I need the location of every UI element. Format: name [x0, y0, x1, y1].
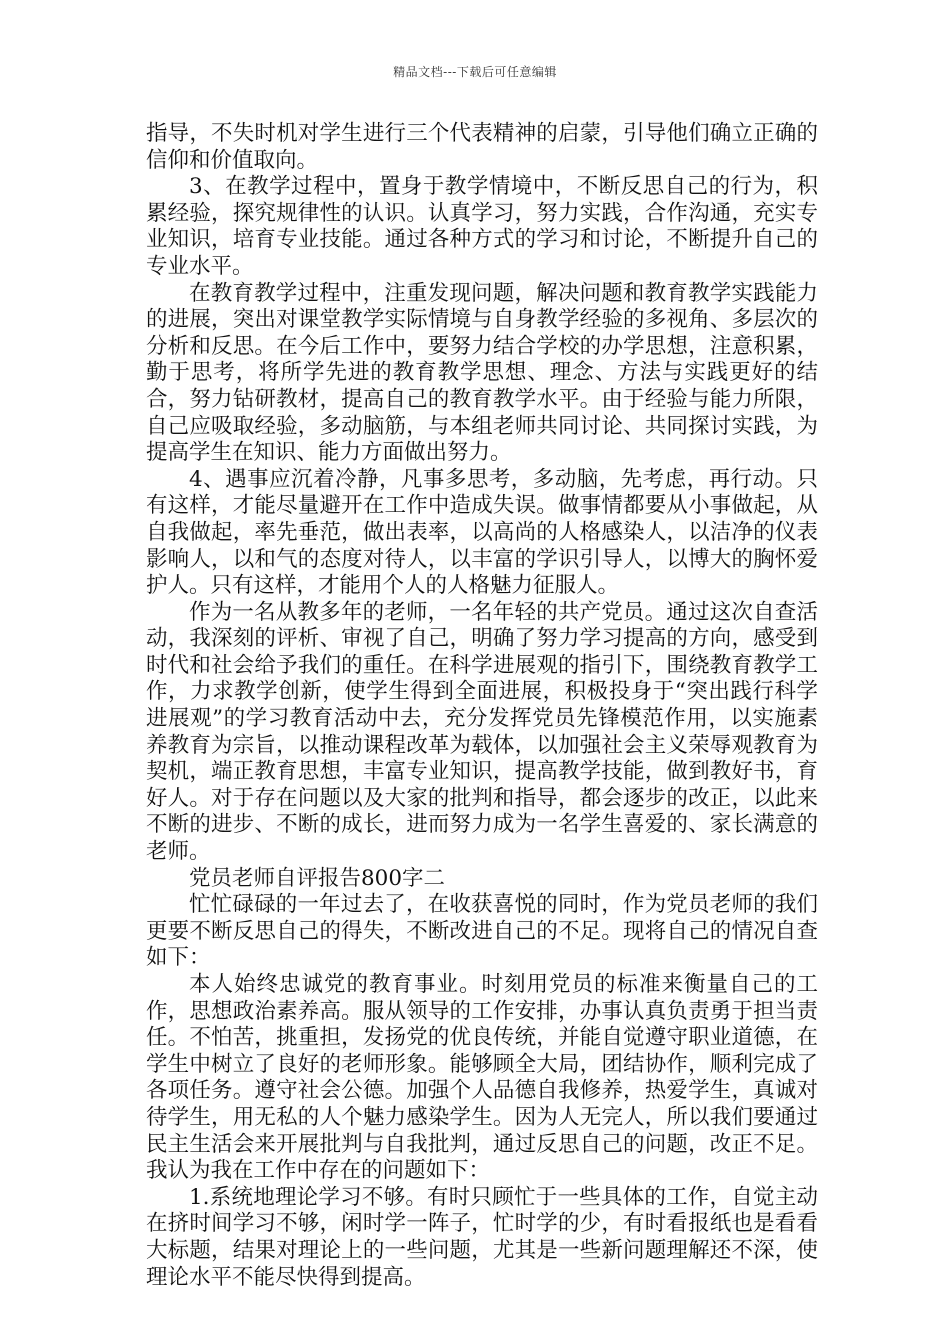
section-heading: 党员老师自评报告800字二: [189, 865, 446, 891]
paragraph-6: 忙忙碌碌的一年过去了，在收获喜悦的同时，作为党员老师的我们更要不断反思自己的得失，不断改进自己的不足。现将自己的情况自查如下：: [146, 892, 818, 971]
paragraph-3: 在教育教学过程中，注重发现问题，解决问题和教育教学实践能力的进展，突出对课堂教学实际情境与自身教学经验的多视角、多层次的分析和反思。在今后工作中，要努力结合学校的办学思想，注意积累，勤于思考，将所学先进的教育教学思想、理念、方法与实践更好的结合，努力钻研教材，提高自己的教育教学水平。由于经验与能力所限，自己应吸取经验，多动脑筋，与本组老师共同讨论、共同探讨实践，为提高学生在知识、能力方面做出努力。: [146, 280, 818, 466]
paragraph-5: 作为一名从教多年的老师，一名年轻的共产党员。通过这次自查活动，我深刻的评析、审视了自己，明确了努力学习提高的方向，感受到时代和社会给予我们的重任。在科学进展观的指引下，围绕教育教学工作，力求教学创新，使学生得到全面进展，积极投身于“突出践行科学进展观”的学习教育活动中去，充分发挥党员先锋模范作用，以实施素养教育为宗旨，以推动课程改革为载体，以加强社会主义荣辱观教育为契机，端正教育思想，丰富专业知识，提高教学技能，做到教好书，育好人。对于存在问题以及大家的批判和指导，都会逐步的改正，以此来不断的进步、不断的成长，进而努力成为一名学生喜爱的、家长满意的老师。: [146, 599, 818, 865]
paragraph-4: 4、遇事应沉着冷静，凡事多思考，多动脑，先考虑，再行动。只有这样，才能尽量避开在工作中造成失误。做事情都要从小事做起，从自我做起，率先垂范，做出表率，以高尚的人格感染人，以洁净的仪表影响人，以和气的态度对待人，以丰富的学识引导人，以博大的胸怀爱护人。只有这样，才能用个人的人格魅力征服人。: [146, 466, 818, 599]
paragraph-2: 3、在教学过程中，置身于教学情境中，不断反思自己的行为，积累经验，探究规律性的认识。认真学习，努力实践，合作沟通，充实专业知识，培育专业技能。通过各种方式的学习和讨论，不断提升自己的专业水平。: [146, 174, 818, 279]
paragraph-8: 1.系统地理论学习不够。有时只顾忙于一些具体的工作，自觉主动在挤时间学习不够，闲时学一阵子，忙时学的少，有时看报纸也是看看大标题，结果对理论上的一些问题，尤其是一些新问题理解还不深，使理论水平不能尽快得到提高。: [146, 1184, 818, 1290]
page-header: 精品文档---下载后可任意编辑: [393, 65, 557, 79]
document-body: [146, 121, 818, 1291]
paragraph-1: 指导，不失时机对学生进行三个代表精神的启蒙，引导他们确立正确的信仰和价值取向。: [146, 121, 818, 173]
paragraph-7: 本人始终忠诚党的教育事业。时刻用党员的标准来衡量自己的工作，思想政治素养高。服从领导的工作安排，办事认真负责勇于担当责任。不怕苦，挑重担，发扬党的优良传统，并能自觉遵守职业道德，在学生中树立了良好的老师形象。能够顾全大局，团结协作，顺利完成了各项任务。遵守社会公德。加强个人品德自我修养，热爱学生，真诚对待学生，用无私的人个魅力感染学生。因为人无完人，所以我们要通过民主生活会来开展批判与自我批判，通过反思自己的问题，改正不足。我认为我在工作中存在的问题如下：: [146, 972, 818, 1184]
